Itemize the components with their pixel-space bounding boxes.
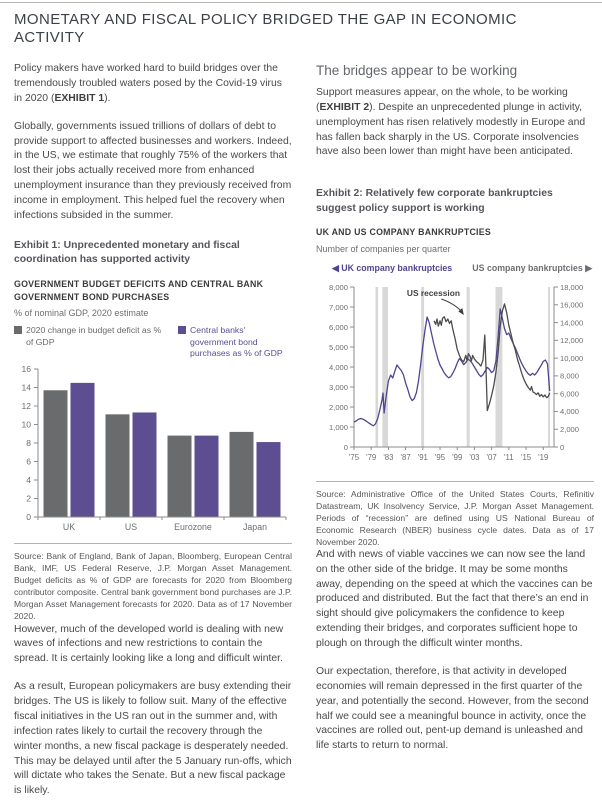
legend-label: UK company bankruptcies (341, 263, 453, 274)
paragraph-global-debt: Globally, governments issued trillions of dollars of debt to provide support to affected businesses and workers. Indeed, in the US, we estimate that roughly 75% of the workers that lost their jobs actually received more from enhanced unemployment insurance than they previously received from income in employment. This helped fuel the recovery when infections subsided in the summer. (14, 120, 292, 221)
exhibit1-chart-title: GOVERNMENT BUDGET DEFICITS AND CENTRAL BANK GOVERNMENT BOND PURCHASES (14, 278, 264, 302)
svg-text:16,000: 16,000 (560, 300, 584, 310)
svg-text:6,000: 6,000 (560, 389, 580, 399)
exhibit1-legend (14, 325, 292, 359)
svg-text:'87: '87 (400, 452, 411, 462)
section-heading-bridges: The bridges appear to be working (316, 63, 518, 78)
svg-text:12: 12 (21, 401, 31, 412)
svg-text:'11: '11 (504, 452, 514, 462)
legend-label: US company bankruptcies (472, 263, 583, 274)
svg-text:'19: '19 (538, 452, 549, 462)
svg-text:US recession: US recession (406, 287, 460, 298)
exhibit2-heading: Exhibit 2: Relatively few corporate bankruptcies suggest policy support is working (316, 188, 553, 214)
left-arrow-icon: ◀ (332, 263, 339, 274)
svg-text:'91: '91 (417, 452, 428, 462)
svg-text:4,000: 4,000 (560, 406, 580, 416)
svg-text:7,000: 7,000 (328, 302, 348, 312)
exhibit-reference: EXHIBIT 2 (319, 101, 370, 113)
exhibit1-source-note: Source: Bank of England, Bank of Japan, Bloomberg, European Central Bank, IMF, US Federal Reserve, J.P. Morgan Asset Management. Budget deficits as % of GDP are forecasts for 2020 from Bloomberg contributor composite. Central bank government bond purchases are J.P. Morgan Asset Management forecasts for 2020. Data as of 17 November 2020. (14, 543, 292, 622)
svg-text:8: 8 (26, 438, 31, 449)
svg-text:12,000: 12,000 (560, 335, 584, 345)
exhibit-reference: EXHIBIT 1 (54, 92, 105, 104)
svg-text:Japan: Japan (243, 522, 267, 533)
svg-text:10,000: 10,000 (560, 353, 584, 363)
svg-text:'03: '03 (469, 452, 480, 462)
svg-text:'95: '95 (434, 452, 446, 462)
exhibit1-bar-chart (14, 363, 292, 539)
svg-text:2,000: 2,000 (328, 402, 348, 412)
paragraph-text: Policy makers have worked hard to build bridges over the tremendously troubled waters posed by the Covid-19 virus in 2020 ( (14, 63, 282, 104)
right-arrow-icon: ▶ (585, 263, 592, 274)
exhibit2-line-chart (316, 279, 594, 477)
left-column (14, 62, 292, 812)
svg-text:Eurozone: Eurozone (174, 522, 212, 533)
svg-text:14,000: 14,000 (560, 318, 584, 328)
exhibit2-source-note: Source: Administrative Office of the United States Courts, Refinitiv Datastream, UK Insolvency Service, J.P. Morgan Asset Management. Periods of “recession” are defined using US National Bureau of Economic Research (NBER) business cycle dates. Data as of 17 November 2020. (316, 481, 594, 548)
right-column (316, 62, 594, 812)
paragraph-vaccines: And with news of viable vaccines we can now see the land on the other side of the bridge. It may be some months away, depending on the speed at which the vaccines can be produced and distributed. But the fact that there’s an end in sight should give policymakers the confidence to keep extending their bridges, and corporates sufficient hope to plough on through the difficult winter months. (316, 548, 593, 650)
svg-text:1,000: 1,000 (328, 422, 348, 432)
exhibit2-legend (316, 261, 594, 279)
svg-text:2: 2 (26, 493, 31, 504)
svg-text:'07: '07 (486, 452, 497, 462)
exhibit2-chart-subtitle: Number of companies per quarter (316, 244, 451, 255)
page-top-rule (0, 2, 602, 3)
svg-text:UK: UK (62, 522, 76, 533)
svg-text:4: 4 (26, 475, 31, 486)
legend-label: 2020 change in budget deficit as % of GDP (26, 325, 162, 347)
paragraph-text: Support measures appear, on the whole, to be working ( (316, 86, 568, 113)
gray-swatch-icon (14, 326, 22, 334)
paragraph-new-waves: However, much of the developed world is dealing with new waves of infections and new restrictions to contain the spread. It is certainly looking like a long and difficult winter. (14, 623, 284, 665)
legend-us (472, 263, 592, 274)
svg-text:5,000: 5,000 (328, 342, 348, 352)
paragraph-expectation: Our expectation, therefore, is that activity in developed economies will remain depressed in the first quarter of the year, and potentially the second. However, from the second half we could see a meaningful bounce in activity, once the vaccines are rolled out, pent-up demand is unleashed and life starts to return to normal. (316, 665, 589, 752)
two-column-layout (0, 62, 602, 812)
purple-swatch-icon (178, 326, 186, 334)
svg-text:0: 0 (343, 442, 348, 452)
svg-text:0: 0 (560, 442, 565, 452)
svg-text:18,000: 18,000 (560, 282, 584, 292)
svg-text:3,000: 3,000 (328, 382, 348, 392)
paragraph-intro (14, 62, 292, 107)
svg-text:'83: '83 (383, 452, 394, 462)
legend-uk (332, 263, 452, 274)
paragraph-text: ). Despite an unprecedented plunge in activity, unemployment has risen relatively modestly in Europe and has fallen back sharply in the US. Corporate insolvencies have also been lower than might have been anticipated. (316, 101, 586, 158)
svg-text:14: 14 (21, 382, 31, 393)
paragraph-support-measures (316, 86, 594, 160)
legend-item-budget-deficit (14, 325, 166, 359)
legend-label: Central banks’ government bond purchases as % of GDP (190, 325, 283, 358)
svg-text:2,000: 2,000 (560, 424, 580, 434)
paragraph-fiscal-package: As a result, European policymakers are busy extending their bridges. The US is likely to follow suit. Many of the effective fiscal initiatives in the US ran out in the summer and, with infection rates likely to curtail the recovery through the winter months, a new fiscal package is desperately needed. This may be delayed until after the 5 January run-offs, which will dictate who takes the Senate. But a new fiscal package is likely. (14, 681, 292, 797)
svg-text:'15: '15 (520, 452, 532, 462)
svg-text:8,000: 8,000 (328, 282, 348, 292)
svg-text:0: 0 (26, 512, 31, 523)
exhibit1-heading: Exhibit 1: Unprecedented monetary and fiscal coordination has supported activity (14, 239, 240, 266)
svg-text:16: 16 (21, 364, 31, 375)
svg-text:'79: '79 (366, 452, 377, 462)
legend-item-bond-purchases (178, 325, 292, 359)
svg-text:6: 6 (26, 456, 31, 467)
exhibit2-chart-title: UK AND US COMPANY BANKRUPTCIES (316, 227, 491, 238)
svg-text:6,000: 6,000 (328, 322, 348, 332)
page-title: MONETARY AND FISCAL POLICY BRIDGED THE GAP IN ECONOMIC ACTIVITY (14, 11, 517, 46)
svg-text:'99: '99 (452, 452, 463, 462)
exhibit1-chart-subtitle: % of nominal GDP, 2020 estimate (14, 308, 149, 319)
svg-text:4,000: 4,000 (328, 362, 348, 372)
paragraph-text: ). (104, 92, 111, 104)
svg-text:'75: '75 (348, 452, 360, 462)
svg-text:8,000: 8,000 (560, 371, 580, 381)
svg-text:10: 10 (21, 419, 31, 430)
svg-text:US: US (124, 522, 138, 533)
